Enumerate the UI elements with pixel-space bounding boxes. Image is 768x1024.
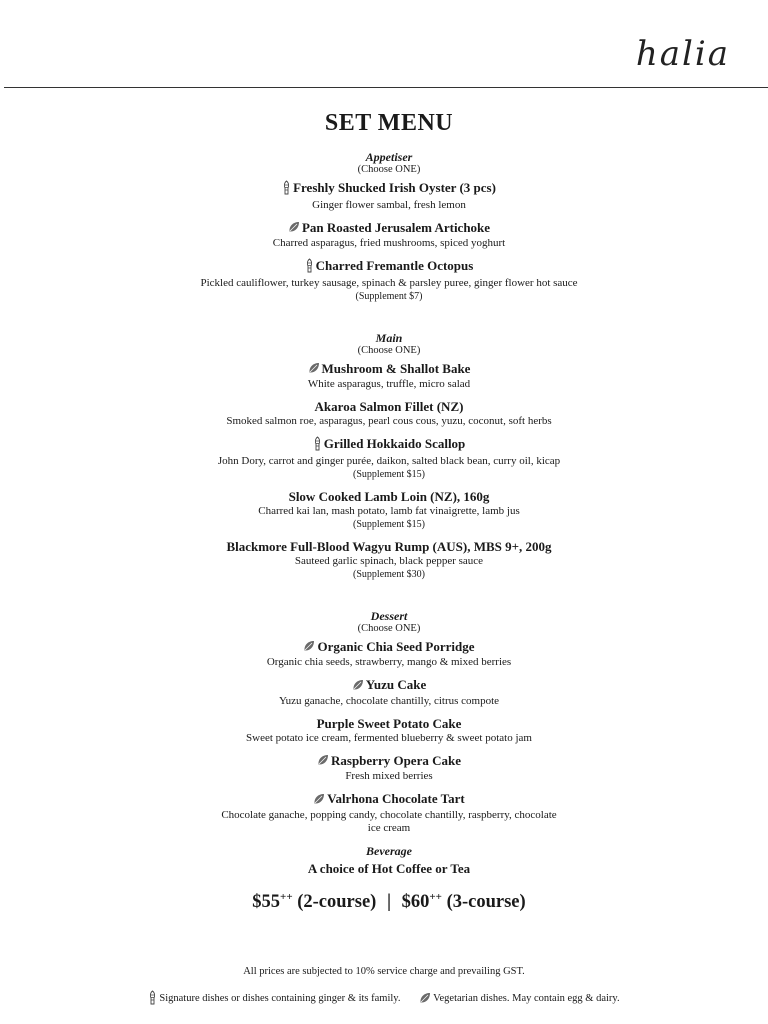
section-label-main: Main xyxy=(375,330,403,345)
ginger-icon xyxy=(305,258,314,277)
dish-description: Charred kai lan, mash potato, lamb fat vinaigrette, lamb jus xyxy=(258,504,520,517)
price-three-course-label: (3-course) xyxy=(441,891,526,912)
leaf-icon xyxy=(352,678,364,695)
leaf-icon xyxy=(288,220,300,237)
price-three-course-sup: ++ xyxy=(429,890,442,903)
dish-name: Freshly Shucked Irish Oyster (3 pcs) xyxy=(10,179,768,199)
ginger-icon xyxy=(282,180,291,199)
menu-item xyxy=(10,790,768,835)
dish-name: Purple Sweet Potato Cake xyxy=(316,715,462,731)
dish-name: Raspberry Opera Cake xyxy=(10,752,768,771)
menu-item xyxy=(10,638,768,670)
leaf-icon xyxy=(419,992,431,1007)
section-label-beverage: Beverage xyxy=(366,843,412,858)
main-section xyxy=(10,332,768,581)
leaf-icon xyxy=(313,792,325,809)
leaf-icon xyxy=(303,639,315,656)
beverage-text: A choice of Hot Coffee or Tea xyxy=(307,860,471,876)
dish-description: Pickled cauliflower, turkey sausage, spinach & parsley puree, ginger flower hot sauce xyxy=(200,276,578,289)
supplement-note: (Supplement $7) xyxy=(355,290,423,302)
menu-item xyxy=(10,538,768,581)
menu-content xyxy=(0,110,768,913)
dish-description: Ginger flower sambal, fresh lemon xyxy=(312,198,466,211)
dish-description: White asparagus, truffle, micro salad xyxy=(307,378,471,391)
appetiser-section xyxy=(10,151,768,303)
choose-note: (Choose ONE) xyxy=(357,622,421,634)
leaf-icon xyxy=(308,361,320,378)
service-charge-note: All prices are subjected to 10% service charge and prevailing GST. xyxy=(243,966,525,977)
dish-description: Charred asparagus, fried mushrooms, spiced yoghurt xyxy=(272,237,506,250)
dish-description: Sweet potato ice cream, fermented blueberry & sweet potato jam xyxy=(246,731,532,744)
page-title: SET MENU xyxy=(324,110,454,136)
menu-item xyxy=(10,360,768,392)
menu-item xyxy=(10,715,768,745)
dish-description: Fresh mixed berries xyxy=(345,770,433,783)
dish-name: Charred Fremantle Octopus xyxy=(10,257,768,277)
header-divider xyxy=(4,87,768,88)
beverage-section xyxy=(10,845,768,877)
menu-item xyxy=(10,488,768,531)
dish-name: Blackmore Full-Blood Wagyu Rump (AUS), MBS 9+, 200g xyxy=(226,538,552,554)
menu-item xyxy=(10,398,768,428)
section-label-dessert: Dessert xyxy=(370,608,408,623)
dish-description: Yuzu ganache, chocolate chantilly, citrus compote xyxy=(278,694,500,707)
dessert-section xyxy=(10,610,768,835)
legend-vegetarian: Vegetarian dishes. May contain egg & dairy. xyxy=(419,993,620,1004)
dish-description: Sauteed garlic spinach, black pepper sauce xyxy=(294,554,484,567)
dish-name: Pan Roasted Jerusalem Artichoke xyxy=(10,219,768,238)
legend-signature: Signature dishes or dishes containing ginger & its family. xyxy=(148,993,403,1004)
supplement-note: (Supplement $30) xyxy=(353,568,425,580)
dish-description: Organic chia seeds, strawberry, mango & mixed berries xyxy=(266,656,512,669)
menu-item xyxy=(10,676,768,708)
menu-item xyxy=(10,435,768,481)
legend xyxy=(0,990,768,1008)
dish-name: Akaroa Salmon Fillet (NZ) xyxy=(314,399,464,415)
dish-name: Mushroom & Shallot Bake xyxy=(10,360,768,379)
price-two-course-label: (2-course) xyxy=(292,891,377,912)
price-two-course: $55 xyxy=(252,891,281,912)
halia-logo: halia xyxy=(635,34,730,74)
supplement-note: (Supplement $15) xyxy=(353,468,425,480)
menu-item xyxy=(10,257,768,303)
menu-item xyxy=(10,179,768,212)
choose-note: (Choose ONE) xyxy=(357,344,421,356)
dish-name: Slow Cooked Lamb Loin (NZ), 160g xyxy=(288,488,490,504)
dish-name: Yuzu Cake xyxy=(10,676,768,695)
dish-name: Organic Chia Seed Porridge xyxy=(10,638,768,657)
dish-description: John Dory, carrot and ginger purée, daikon, salted black bean, curry oil, kicap xyxy=(217,454,561,467)
price-two-course-sup: ++ xyxy=(280,890,293,903)
price-line xyxy=(10,891,768,913)
ginger-icon xyxy=(148,990,157,1008)
section-label-appetiser: Appetiser xyxy=(365,150,413,164)
choose-note: (Choose ONE) xyxy=(357,164,421,175)
leaf-icon xyxy=(317,753,329,770)
ginger-icon xyxy=(313,436,322,455)
menu-item xyxy=(10,219,768,251)
price-separator: | xyxy=(386,891,392,912)
dish-description: Chocolate ganache, popping candy, chocolate chantilly, raspberry, chocolate ice cream xyxy=(221,808,557,834)
dish-description: Smoked salmon roe, asparagus, pearl cous cous, yuzu, coconut, soft herbs xyxy=(226,415,552,428)
supplement-note: (Supplement $15) xyxy=(353,518,425,530)
menu-item xyxy=(10,752,768,784)
price-three-course: $60 xyxy=(401,891,430,912)
dish-name: Valrhona Chocolate Tart xyxy=(10,790,768,809)
dish-name: Grilled Hokkaido Scallop xyxy=(10,435,768,455)
